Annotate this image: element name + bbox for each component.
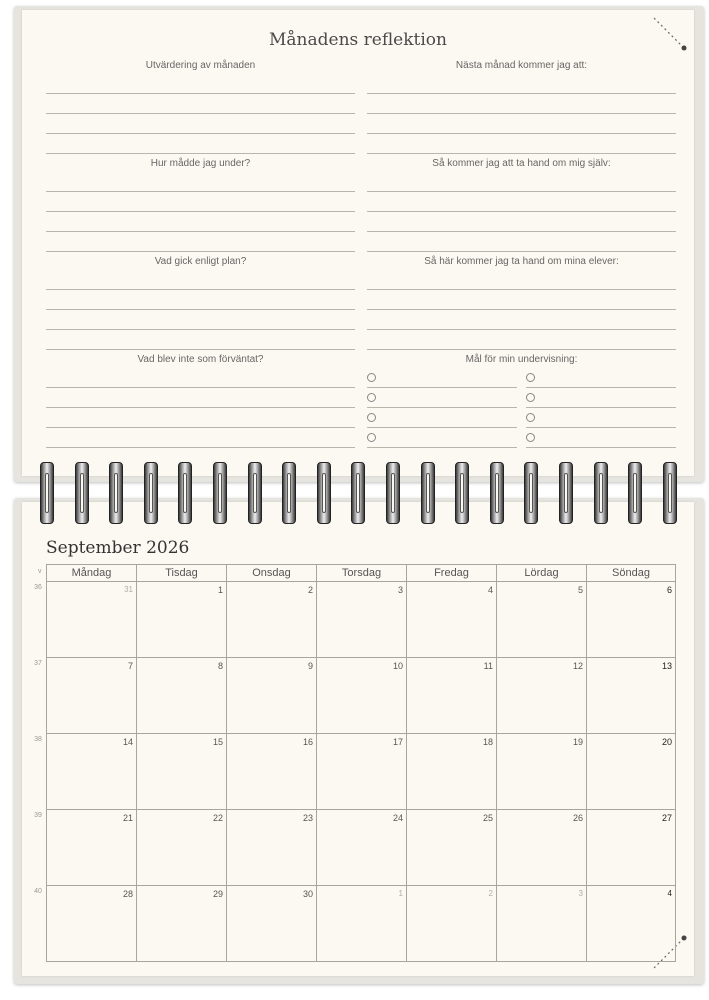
day-number: 13 <box>661 661 672 671</box>
day-number: 28 <box>122 889 133 899</box>
writing-line[interactable] <box>367 232 676 252</box>
section-label: Hur mådde jag under? <box>150 158 251 169</box>
day-cell[interactable] <box>46 734 136 809</box>
day-cell[interactable] <box>136 810 226 885</box>
binding-ring <box>109 462 123 524</box>
writing-line[interactable] <box>367 270 676 290</box>
section-label: Så kommer jag att ta hand om mig själv: <box>432 158 611 169</box>
day-cell[interactable] <box>496 886 586 961</box>
checkbox-circle-icon[interactable] <box>367 373 376 382</box>
day-cell[interactable] <box>586 658 676 733</box>
writing-line[interactable] <box>46 134 355 154</box>
day-cell[interactable] <box>46 810 136 885</box>
day-number: 2 <box>307 585 313 595</box>
week-number: 38 <box>34 736 42 743</box>
goal-list-right <box>526 368 676 448</box>
day-cell[interactable] <box>226 810 316 885</box>
writing-line[interactable] <box>367 134 676 154</box>
checkbox-circle-icon[interactable] <box>526 373 535 382</box>
section-went-to-plan <box>46 254 355 350</box>
writing-line[interactable] <box>46 94 355 114</box>
day-number: 25 <box>482 813 493 823</box>
checkbox-circle-icon[interactable] <box>367 413 376 422</box>
day-cell[interactable] <box>226 886 316 961</box>
writing-line[interactable] <box>46 408 355 428</box>
day-cell[interactable] <box>46 886 136 961</box>
day-number: 14 <box>122 737 133 747</box>
day-number: 17 <box>392 737 403 747</box>
day-cell[interactable] <box>136 886 226 961</box>
day-number: 10 <box>392 661 403 671</box>
binding-ring <box>75 462 89 524</box>
calendar-week-row <box>34 810 676 886</box>
writing-line[interactable] <box>46 192 355 212</box>
writing-line[interactable] <box>367 212 676 232</box>
calendar-page <box>22 502 694 976</box>
day-number: 27 <box>661 813 672 823</box>
binding-ring <box>282 462 296 524</box>
goal-item[interactable] <box>367 368 517 388</box>
binding-ring <box>317 462 331 524</box>
binding-ring <box>178 462 192 524</box>
goal-item[interactable] <box>526 368 676 388</box>
day-number: 9 <box>307 661 313 671</box>
day-cell[interactable] <box>226 734 316 809</box>
week-number: 40 <box>34 888 42 895</box>
binding-ring <box>144 462 158 524</box>
day-cell[interactable] <box>496 734 586 809</box>
day-cell[interactable] <box>316 886 406 961</box>
day-number: 11 <box>483 661 493 671</box>
binding-ring <box>594 462 608 524</box>
weekday-name: Lördag <box>496 565 586 581</box>
binding-ring <box>421 462 435 524</box>
day-number: 18 <box>482 737 493 747</box>
day-number: 4 <box>667 889 672 898</box>
section-label: Vad blev inte som förväntat? <box>137 354 264 365</box>
writing-line[interactable] <box>46 330 355 350</box>
section-label: Mål för min undervisning: <box>465 354 578 365</box>
checkbox-circle-icon[interactable] <box>367 393 376 402</box>
day-number: 22 <box>212 813 223 823</box>
day-cell[interactable] <box>316 810 406 885</box>
week-number: 39 <box>34 812 42 819</box>
day-number: 21 <box>122 813 133 823</box>
day-cell[interactable] <box>586 810 676 885</box>
day-cell[interactable] <box>586 886 676 961</box>
reflection-page <box>22 10 694 476</box>
day-number: 4 <box>487 585 493 595</box>
goal-item[interactable] <box>367 388 517 408</box>
month-calendar-grid <box>34 564 676 962</box>
day-cell[interactable] <box>586 582 676 657</box>
day-number: 6 <box>666 585 672 595</box>
day-cell[interactable] <box>496 810 586 885</box>
weekday-name: Torsdag <box>316 565 406 581</box>
writing-line[interactable] <box>46 212 355 232</box>
day-cell[interactable] <box>406 886 496 961</box>
day-cell[interactable] <box>406 734 496 809</box>
day-cell[interactable] <box>406 658 496 733</box>
binding-ring <box>490 462 504 524</box>
writing-line[interactable] <box>46 172 355 192</box>
month-title: September 2026 <box>46 538 190 558</box>
binding-ring <box>213 462 227 524</box>
day-number: 3 <box>397 585 403 595</box>
section-wellbeing <box>46 156 355 252</box>
day-cell[interactable] <box>586 734 676 809</box>
writing-line[interactable] <box>367 330 676 350</box>
day-number: 26 <box>572 813 583 823</box>
checkbox-circle-icon[interactable] <box>526 393 535 402</box>
writing-line[interactable] <box>367 192 676 212</box>
week-number: 37 <box>34 660 42 667</box>
day-cell[interactable] <box>316 658 406 733</box>
section-label: Så här kommer jag ta hand om mina elever: <box>424 256 619 267</box>
day-cell[interactable] <box>406 810 496 885</box>
writing-line[interactable] <box>367 290 676 310</box>
writing-line[interactable] <box>46 388 355 408</box>
day-cell[interactable] <box>316 734 406 809</box>
day-number: 5 <box>577 585 583 595</box>
day-cell[interactable] <box>406 582 496 657</box>
weekday-header <box>38 564 676 582</box>
section-unexpected <box>46 352 355 448</box>
day-cell[interactable] <box>136 734 226 809</box>
goal-item[interactable] <box>367 428 517 448</box>
binding-ring <box>524 462 538 524</box>
writing-line[interactable] <box>46 310 355 330</box>
checkbox-circle-icon[interactable] <box>526 413 535 422</box>
day-number: 19 <box>572 737 583 747</box>
weekday-name: Måndag <box>46 565 136 581</box>
week-number: 36 <box>34 584 42 591</box>
section-label: Vad gick enligt plan? <box>154 256 247 267</box>
writing-line[interactable] <box>367 114 676 134</box>
binding-ring <box>40 462 54 524</box>
day-number: 20 <box>661 737 672 747</box>
calendar-week-row <box>34 734 676 810</box>
writing-line[interactable] <box>46 232 355 252</box>
day-number: 15 <box>212 737 223 747</box>
calendar-week-row <box>34 582 676 658</box>
day-number: 31 <box>124 585 133 594</box>
day-number: 24 <box>392 813 403 823</box>
calendar-weeks <box>34 582 676 962</box>
checkbox-circle-icon[interactable] <box>526 433 535 442</box>
binding-ring <box>351 462 365 524</box>
writing-line[interactable] <box>367 74 676 94</box>
day-number: 29 <box>212 889 223 899</box>
day-number: 30 <box>302 889 313 899</box>
day-cell[interactable] <box>226 658 316 733</box>
section-teaching-goals <box>367 352 676 368</box>
section-next-month <box>367 58 676 154</box>
section-students-care <box>367 254 676 350</box>
goal-item[interactable] <box>526 388 676 408</box>
binding-ring <box>663 462 677 524</box>
day-number: 2 <box>488 889 493 898</box>
day-number: 1 <box>217 585 223 595</box>
goal-item[interactable] <box>526 408 676 428</box>
day-cell[interactable] <box>136 582 226 657</box>
writing-line[interactable] <box>46 74 355 94</box>
day-number: 16 <box>302 737 313 747</box>
day-cell[interactable] <box>316 582 406 657</box>
calendar-week-row <box>34 886 676 962</box>
writing-line[interactable] <box>46 428 355 448</box>
day-number: 3 <box>578 889 583 898</box>
weekday-name: Söndag <box>586 565 676 581</box>
day-number: 12 <box>572 661 583 671</box>
day-cell[interactable] <box>136 658 226 733</box>
writing-line[interactable] <box>46 270 355 290</box>
day-cell[interactable] <box>46 658 136 733</box>
section-self-care <box>367 156 676 252</box>
day-number: 1 <box>398 889 403 898</box>
writing-line[interactable] <box>367 310 676 330</box>
section-evaluation <box>46 58 355 154</box>
writing-line[interactable] <box>367 172 676 192</box>
week-column-label: v <box>38 568 42 575</box>
day-cell[interactable] <box>496 582 586 657</box>
writing-line[interactable] <box>46 368 355 388</box>
day-cell[interactable] <box>496 658 586 733</box>
binding-ring <box>386 462 400 524</box>
binding-ring <box>455 462 469 524</box>
weekday-name: Onsdag <box>226 565 316 581</box>
day-number: 8 <box>217 661 223 671</box>
binding-ring <box>628 462 642 524</box>
section-label: Nästa månad kommer jag att: <box>455 60 588 71</box>
section-label: Utvärdering av månaden <box>145 60 256 71</box>
day-number: 7 <box>127 661 133 671</box>
goal-item[interactable] <box>526 428 676 448</box>
binding-ring <box>248 462 262 524</box>
reflection-title: Månadens reflektion <box>269 30 447 50</box>
writing-line[interactable] <box>46 114 355 134</box>
day-cell[interactable] <box>226 582 316 657</box>
day-number: 23 <box>302 813 313 823</box>
goal-list-left <box>367 368 517 448</box>
checkbox-circle-icon[interactable] <box>367 433 376 442</box>
binding-ring <box>559 462 573 524</box>
goal-item[interactable] <box>367 408 517 428</box>
weekday-name: Fredag <box>406 565 496 581</box>
calendar-week-row <box>34 658 676 734</box>
writing-line[interactable] <box>367 94 676 114</box>
day-cell[interactable] <box>46 582 136 657</box>
weekday-name: Tisdag <box>136 565 226 581</box>
writing-line[interactable] <box>46 290 355 310</box>
